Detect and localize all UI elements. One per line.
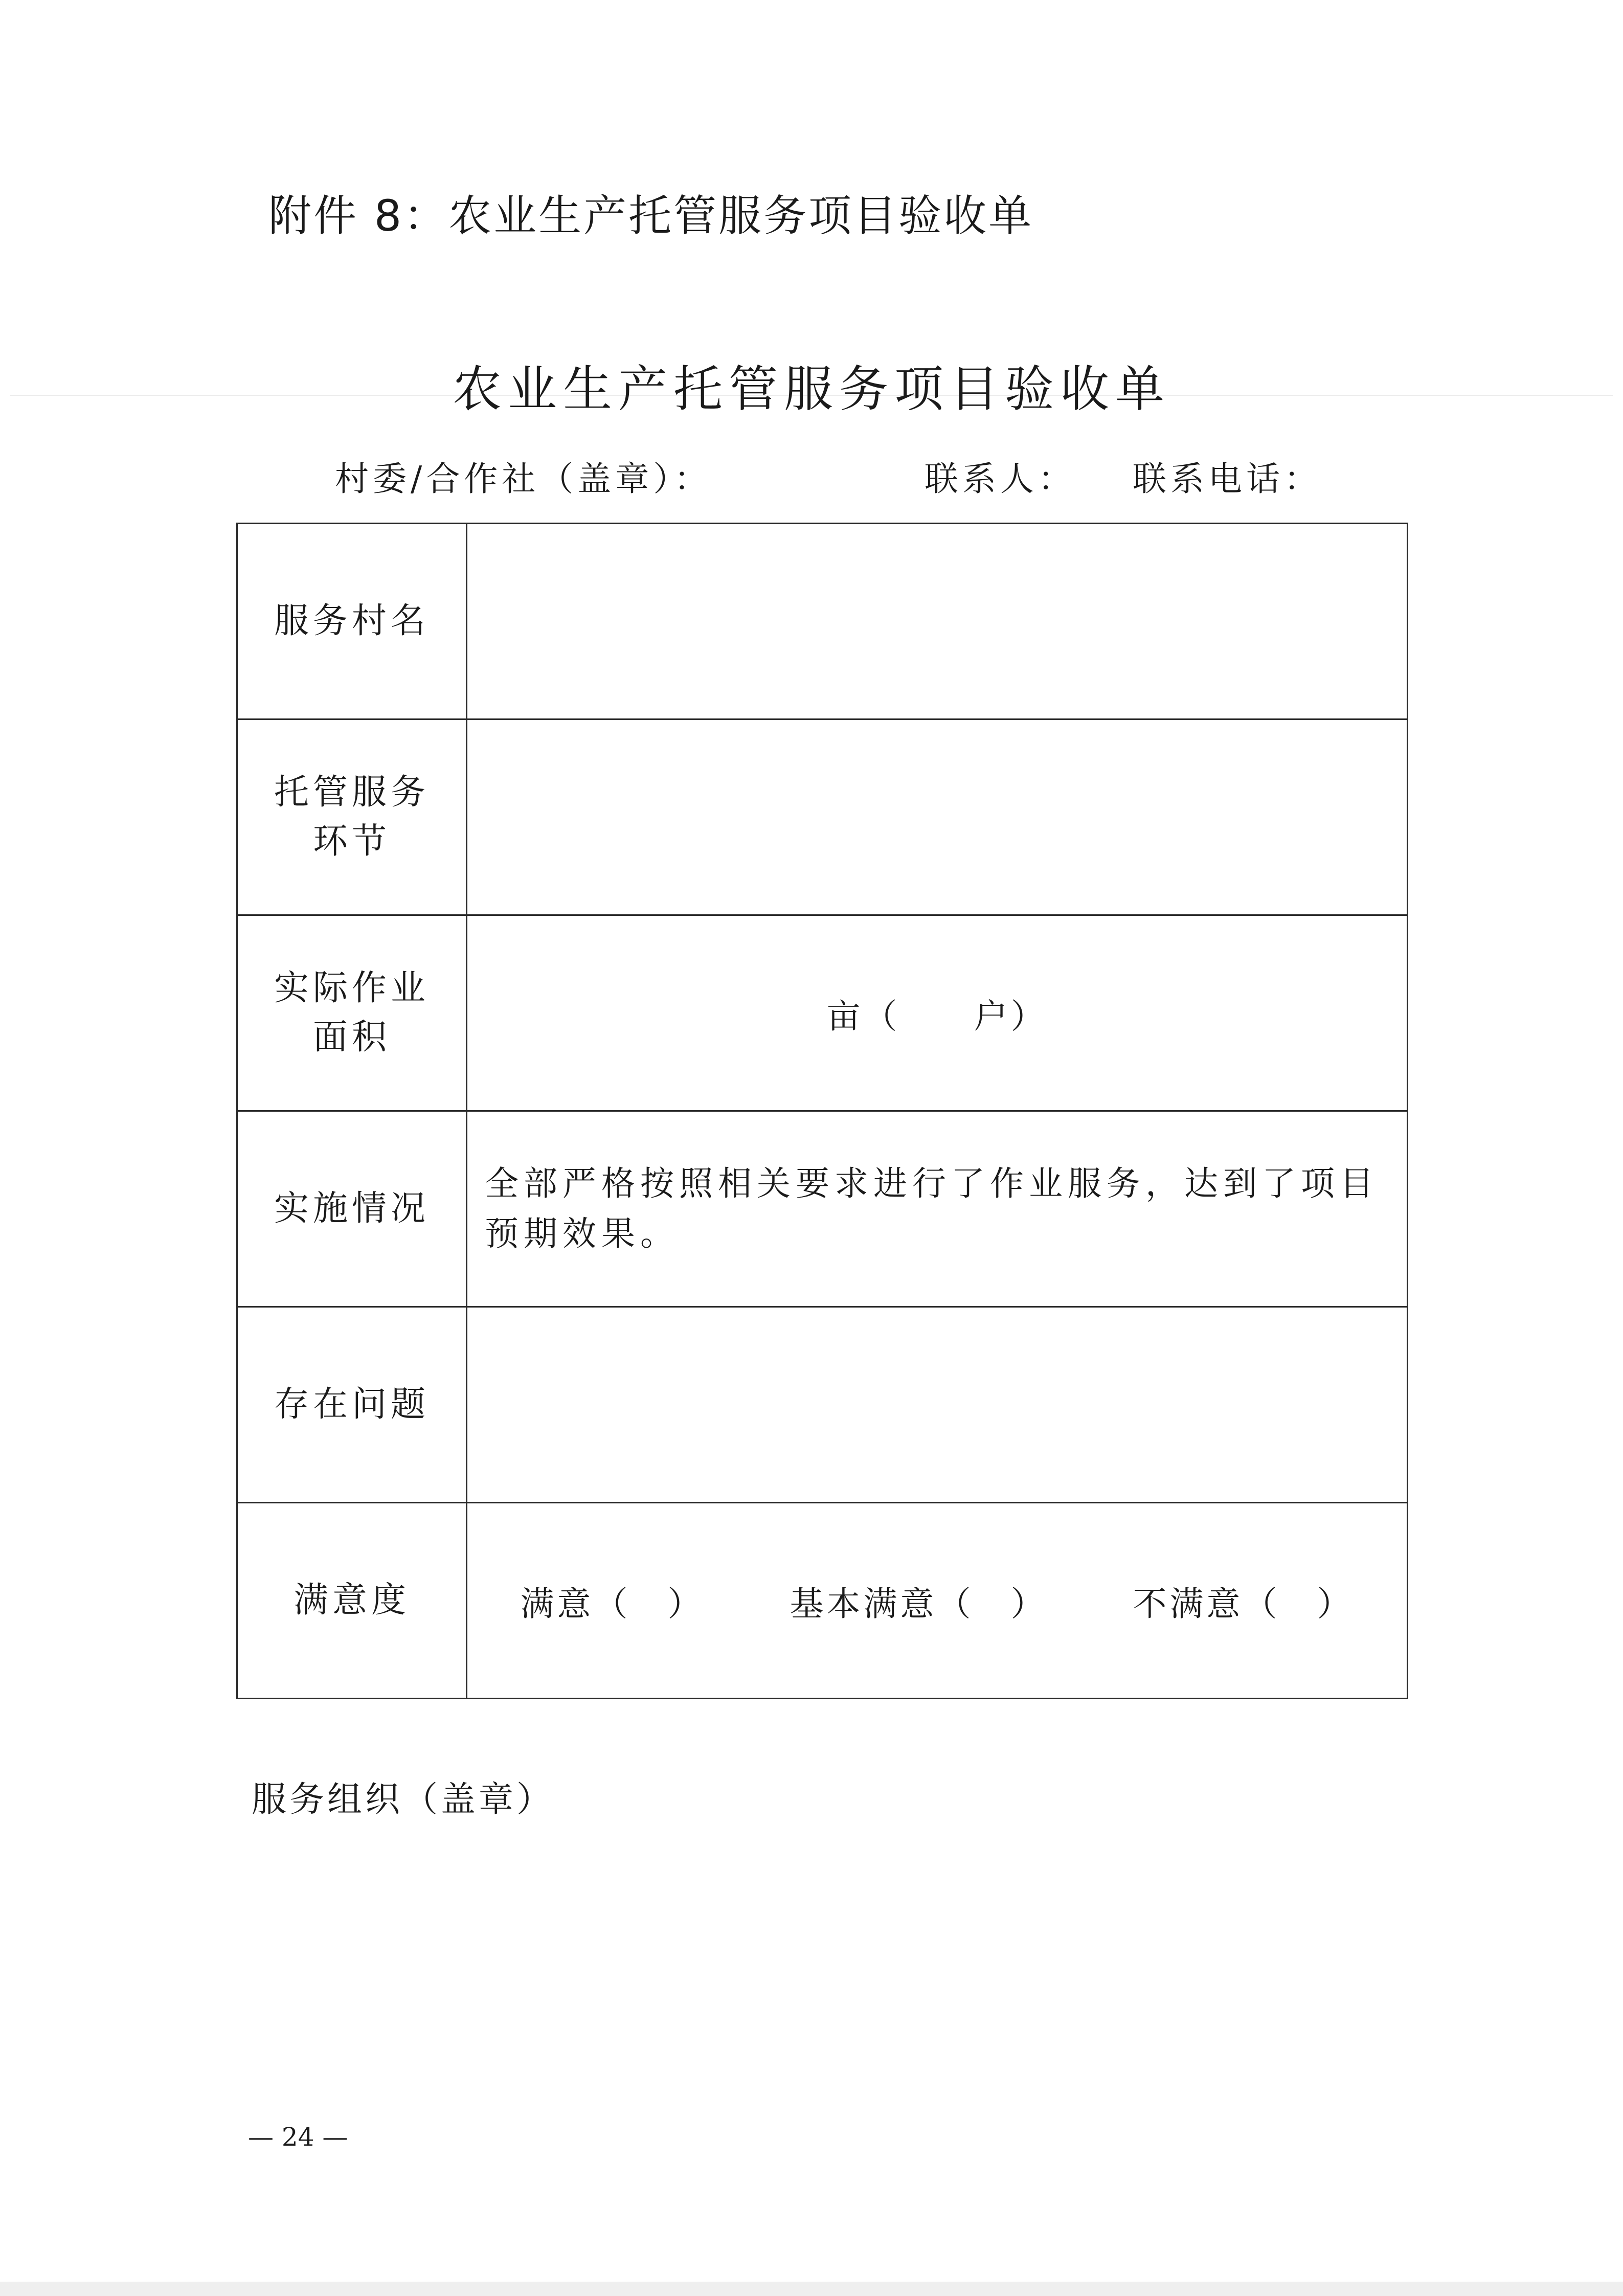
table-row xyxy=(237,1111,1408,1307)
service-stage-field[interactable] xyxy=(467,719,1408,915)
document-title: 农业生产托管服务项目验收单 xyxy=(453,361,1170,418)
work-area-label-line2: 面积 xyxy=(312,1017,391,1057)
table-row xyxy=(237,524,1408,719)
table-row xyxy=(237,719,1408,915)
service-stage-label-line1: 托管服务 xyxy=(274,772,430,813)
work-area-label xyxy=(237,915,467,1111)
satisfaction-label xyxy=(237,1503,467,1699)
implementation-label xyxy=(237,1111,467,1307)
attachment-heading: 附件 8：农业生产托管服务项目验收单 xyxy=(268,191,1034,241)
table-row xyxy=(237,915,1408,1111)
unsatisfied-option[interactable]: 不满意（ ） xyxy=(1133,1584,1354,1624)
work-area-field[interactable]: 亩（ 户） xyxy=(467,915,1408,1111)
satisfaction-label-text: 满意度 xyxy=(293,1580,410,1620)
problems-label xyxy=(237,1307,467,1503)
village-label xyxy=(237,524,467,719)
acceptance-form-table xyxy=(236,523,1408,1699)
coop-seal-label: 村委/合作社（盖章）： xyxy=(335,459,712,499)
village-field[interactable] xyxy=(467,524,1408,719)
service-org-seal-label: 服务组织（盖章） xyxy=(252,1780,555,1820)
work-area-label-line1: 实际作业 xyxy=(274,968,430,1008)
contact-label: 联系人： xyxy=(925,459,1076,499)
scan-edge xyxy=(0,2282,1623,2296)
service-stage-label-line2: 环节 xyxy=(312,821,391,862)
phone-label: 联系电话： xyxy=(1133,459,1322,499)
basically-satisfied-option[interactable]: 基本满意（ ） xyxy=(790,1584,1048,1624)
table-row xyxy=(237,1307,1408,1503)
service-stage-label xyxy=(237,719,467,915)
implementation-label-text: 实施情况 xyxy=(274,1188,430,1229)
problems-field[interactable] xyxy=(467,1307,1408,1503)
satisfaction-options xyxy=(467,1503,1408,1699)
village-label-text: 服务村名 xyxy=(274,601,430,641)
problems-label-text: 存在问题 xyxy=(274,1384,430,1425)
table-row xyxy=(237,1503,1408,1699)
page-number: — 24 — xyxy=(248,2122,348,2152)
satisfied-option[interactable]: 满意（ ） xyxy=(520,1584,705,1624)
implementation-field[interactable]: 全部严格按照相关要求进行了作业服务，达到了项目预期效果。 xyxy=(467,1111,1408,1307)
